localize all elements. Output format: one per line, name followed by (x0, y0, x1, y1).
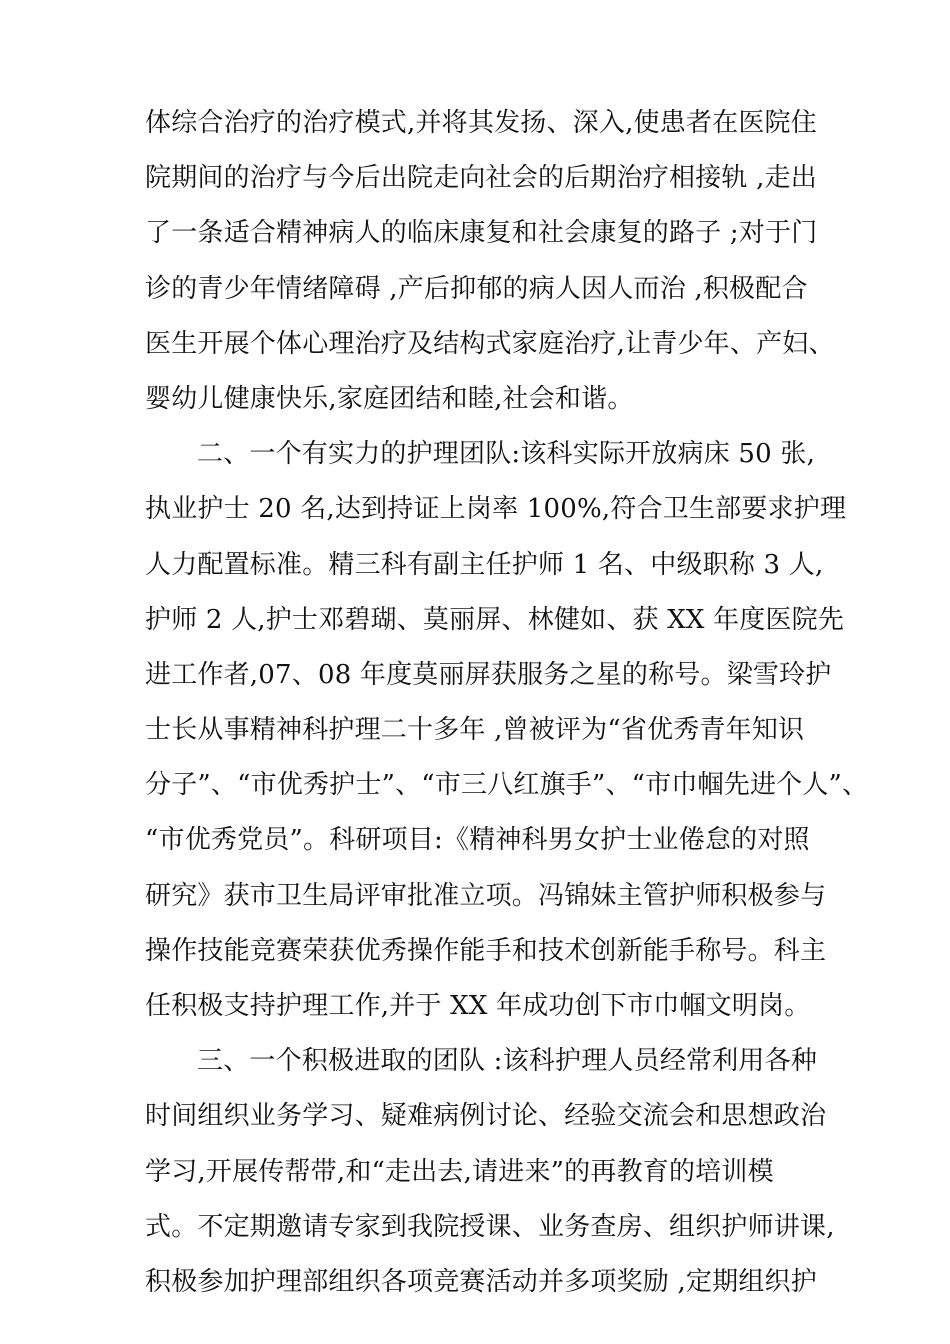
text-line: “市优秀党员”。科研项目:《精神科男女护士业倦怠的对照 (145, 825, 810, 856)
text-line: 任积极支持护理工作,并于 XX 年成功创下市巾帼文明岗。 (145, 991, 811, 1021)
text-line: 三、一个积极进取的团队 :该科护理人员经常利用各种 (197, 1046, 818, 1077)
text-line: 进工作者,07、08 年度莫丽屏获服务之星的称号。梁雪玲护 (145, 659, 832, 690)
text-line: 分子”、“市优秀护士”、“市三八红旗手”、“市巾帼先进个人”、 (145, 770, 869, 801)
text-line: 操作技能竞赛荣获优秀操作能手和技术创新能手称号。科主 (145, 935, 827, 966)
text-line: 时间组织业务学习、疑难病例讨论、经验交流会和思想政治 (145, 1101, 827, 1132)
text-line: 士长从事精神科护理二十多年 ,曾被评为“省优秀青年知识 (145, 715, 805, 746)
body-text (145, 96, 869, 1310)
text-line: 体综合治疗的治疗模式,并将其发扬、深入,使患者在医院住 (145, 108, 817, 138)
text-line: 医生开展个体心理治疗及结构式家庭治疗,让青少年、产妇、 (145, 328, 835, 359)
text-line: 学习,开展传帮带,和“走出去,请进来”的再教育的培训模 (145, 1156, 774, 1187)
text-line: 院期间的治疗与今后出院走向社会的后期治疗相接轨 ,走出 (145, 163, 817, 194)
text-line: 诊的青少年情绪障碍 ,产后抑郁的病人因人而治 ,积极配合 (145, 273, 808, 304)
text-line: 式。不定期邀请专家到我院授课、业务查房、组织护师讲课, (145, 1211, 835, 1242)
text-line: 护师 2 人,护士邓碧瑚、莫丽屏、林健如、获 XX 年度医院先 (145, 604, 845, 635)
text-line: 二、一个有实力的护理团队:该科实际开放病床 50 张, (197, 439, 816, 470)
text-line: 了一条适合精神病人的临床康复和社会康复的路子 ;对于门 (145, 218, 818, 249)
text-line: 积极参加护理部组织各项竞赛活动并多项奖励 ,定期组织护 (145, 1266, 817, 1297)
text-line: 执业护士 20 名,达到持证上岗率 100%,符合卫生部要求护理 (145, 494, 847, 525)
text-line: 研究》获市卫生局评审批准立项。冯锦妹主管护师积极参与 (145, 880, 827, 911)
text-line: 婴幼儿健康快乐,家庭团结和睦,社会和谐。 (145, 383, 634, 414)
text-line: 人力配置标准。精三科有副主任护师 1 名、中级职称 3 人, (145, 549, 824, 580)
